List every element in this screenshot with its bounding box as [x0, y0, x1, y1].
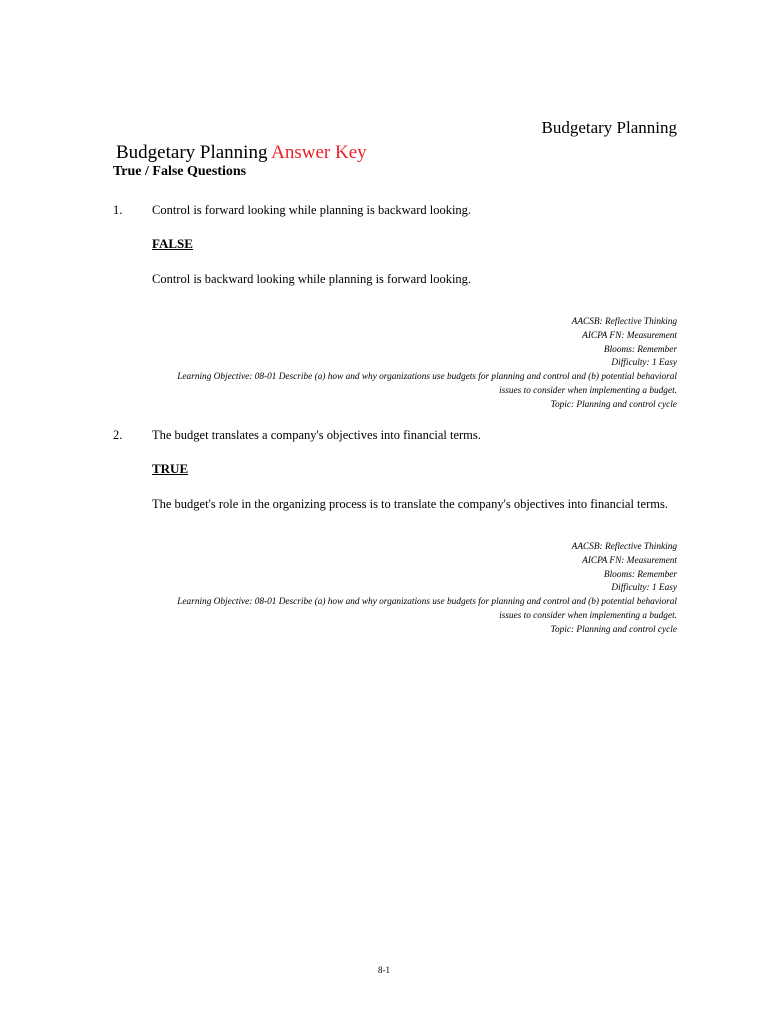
- meta-difficulty: Difficulty: 1 Easy: [611, 583, 677, 594]
- page-header: Budgetary Planning: [541, 118, 677, 137]
- meta-topic: Topic: Planning and control cycle: [550, 399, 677, 410]
- title-accent: Answer Key: [271, 142, 367, 163]
- question-metadata: [117, 541, 677, 638]
- page-number: 8-1: [378, 965, 390, 975]
- question-metadata: [117, 316, 677, 413]
- meta-blooms: Blooms: Remember: [603, 569, 677, 580]
- document-title: [116, 141, 367, 165]
- meta-aacsb: AACSB: Reflective Thinking: [571, 542, 677, 552]
- section-title: True / False Questions: [113, 164, 247, 179]
- meta-learning-objective-line1: Learning Objective: 08-01 Describe (a) how and why organizations use budgets for planning and control and (b) potential behavioral: [177, 597, 677, 608]
- meta-aicpa: AICPA FN: Measurement: [582, 555, 677, 566]
- question-text: The budget translates a company's objectives into financial terms.: [152, 428, 481, 442]
- meta-blooms: Blooms: Remember: [603, 344, 677, 355]
- meta-learning-objective-line2: issues to consider when implementing a budget.: [499, 385, 677, 396]
- meta-topic: Topic: Planning and control cycle: [550, 624, 677, 635]
- meta-aicpa: AICPA FN: Measurement: [582, 330, 677, 341]
- meta-learning-objective-line1: Learning Objective: 08-01 Describe (a) how and why organizations use budgets for planning and control and (b) potential behavioral: [177, 372, 677, 383]
- title-main: Budgetary Planning: [116, 142, 268, 163]
- question-answer: TRUE: [152, 461, 189, 476]
- question-number: 2.: [113, 428, 123, 442]
- question-explanation: The budget's role in the organizing process is to translate the company's objectives into financial terms.: [152, 497, 668, 511]
- question-text: Control is forward looking while planning is backward looking.: [152, 203, 472, 217]
- question-explanation: Control is backward looking while planning is forward looking.: [152, 272, 472, 286]
- question-answer: FALSE: [152, 236, 193, 251]
- meta-difficulty: Difficulty: 1 Easy: [611, 358, 677, 369]
- question-number: 1.: [113, 203, 123, 217]
- meta-aacsb: AACSB: Reflective Thinking: [571, 317, 677, 327]
- meta-learning-objective-line2: issues to consider when implementing a budget.: [499, 610, 677, 621]
